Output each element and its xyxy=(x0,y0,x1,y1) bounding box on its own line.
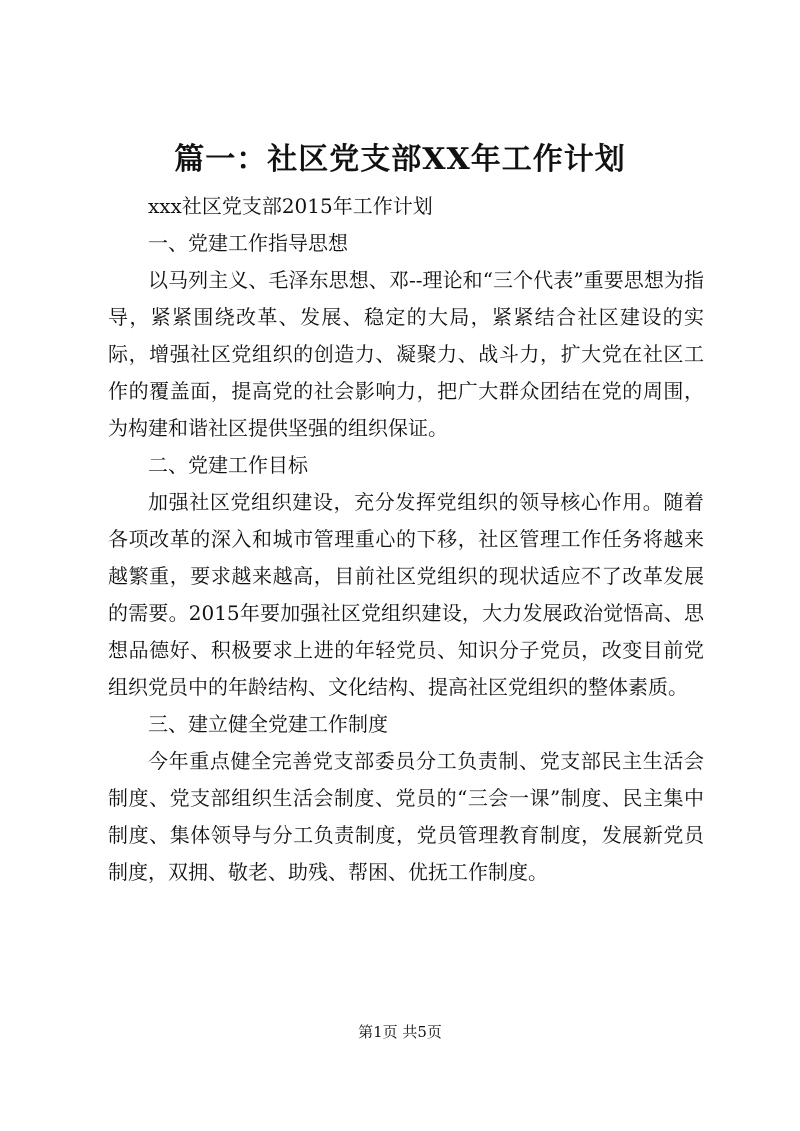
body-paragraph-3: 今年重点健全完善党支部委员分工负责制、党支部民主生活会制度、党支部组织生活会制度、党员的“三会一课”制度、民主集中制度、集体领导与分工负责制度，党员管理教育制度，发展新党员制度，双拥、敬老、助残、帮困、优抚工作制度。 xyxy=(108,749,704,884)
document-body xyxy=(108,188,704,891)
body-paragraph-1: 以马列主义、毛泽东思想、邓--理论和“三个代表”重要思想为指导，紧紧围绕改革、发展、稳定的大局，紧紧结合社区建设的实际，增强社区党组织的创造力、凝聚力、战斗力，扩大党在社区工作的覆盖面，提高党的社会影响力，把广大群众团结在党的周围，为构建和谐社区提供坚强的组织保证。 xyxy=(108,268,704,440)
page-footer: 第1页 共5页 xyxy=(358,1023,442,1041)
document-title: 篇一：社区党支部XX年工作计划 xyxy=(174,142,626,177)
subtitle-line: xxx社区党支部2015年工作计划 xyxy=(148,194,433,218)
section-heading-1: 一、党建工作指导思想 xyxy=(148,231,348,255)
section-heading-2: 二、党建工作目标 xyxy=(148,453,308,477)
body-paragraph-2: 加强社区党组织建设，充分发挥党组织的领导核心作用。随着各项改革的深入和城市管理重心的下移，社区管理工作任务将越来越繁重，要求越来越高，目前社区党组织的现状适应不了改革发展的需要。2015年要加强社区党组织建设，大力发展政治觉悟高、思想品德好、积极要求上进的年轻党员、知识分子党员，改变目前党组织党员中的年龄结构、文化结构、提高社区党组织的整体素质。 xyxy=(108,490,704,699)
section-heading-3: 三、建立健全党建工作制度 xyxy=(148,712,388,736)
